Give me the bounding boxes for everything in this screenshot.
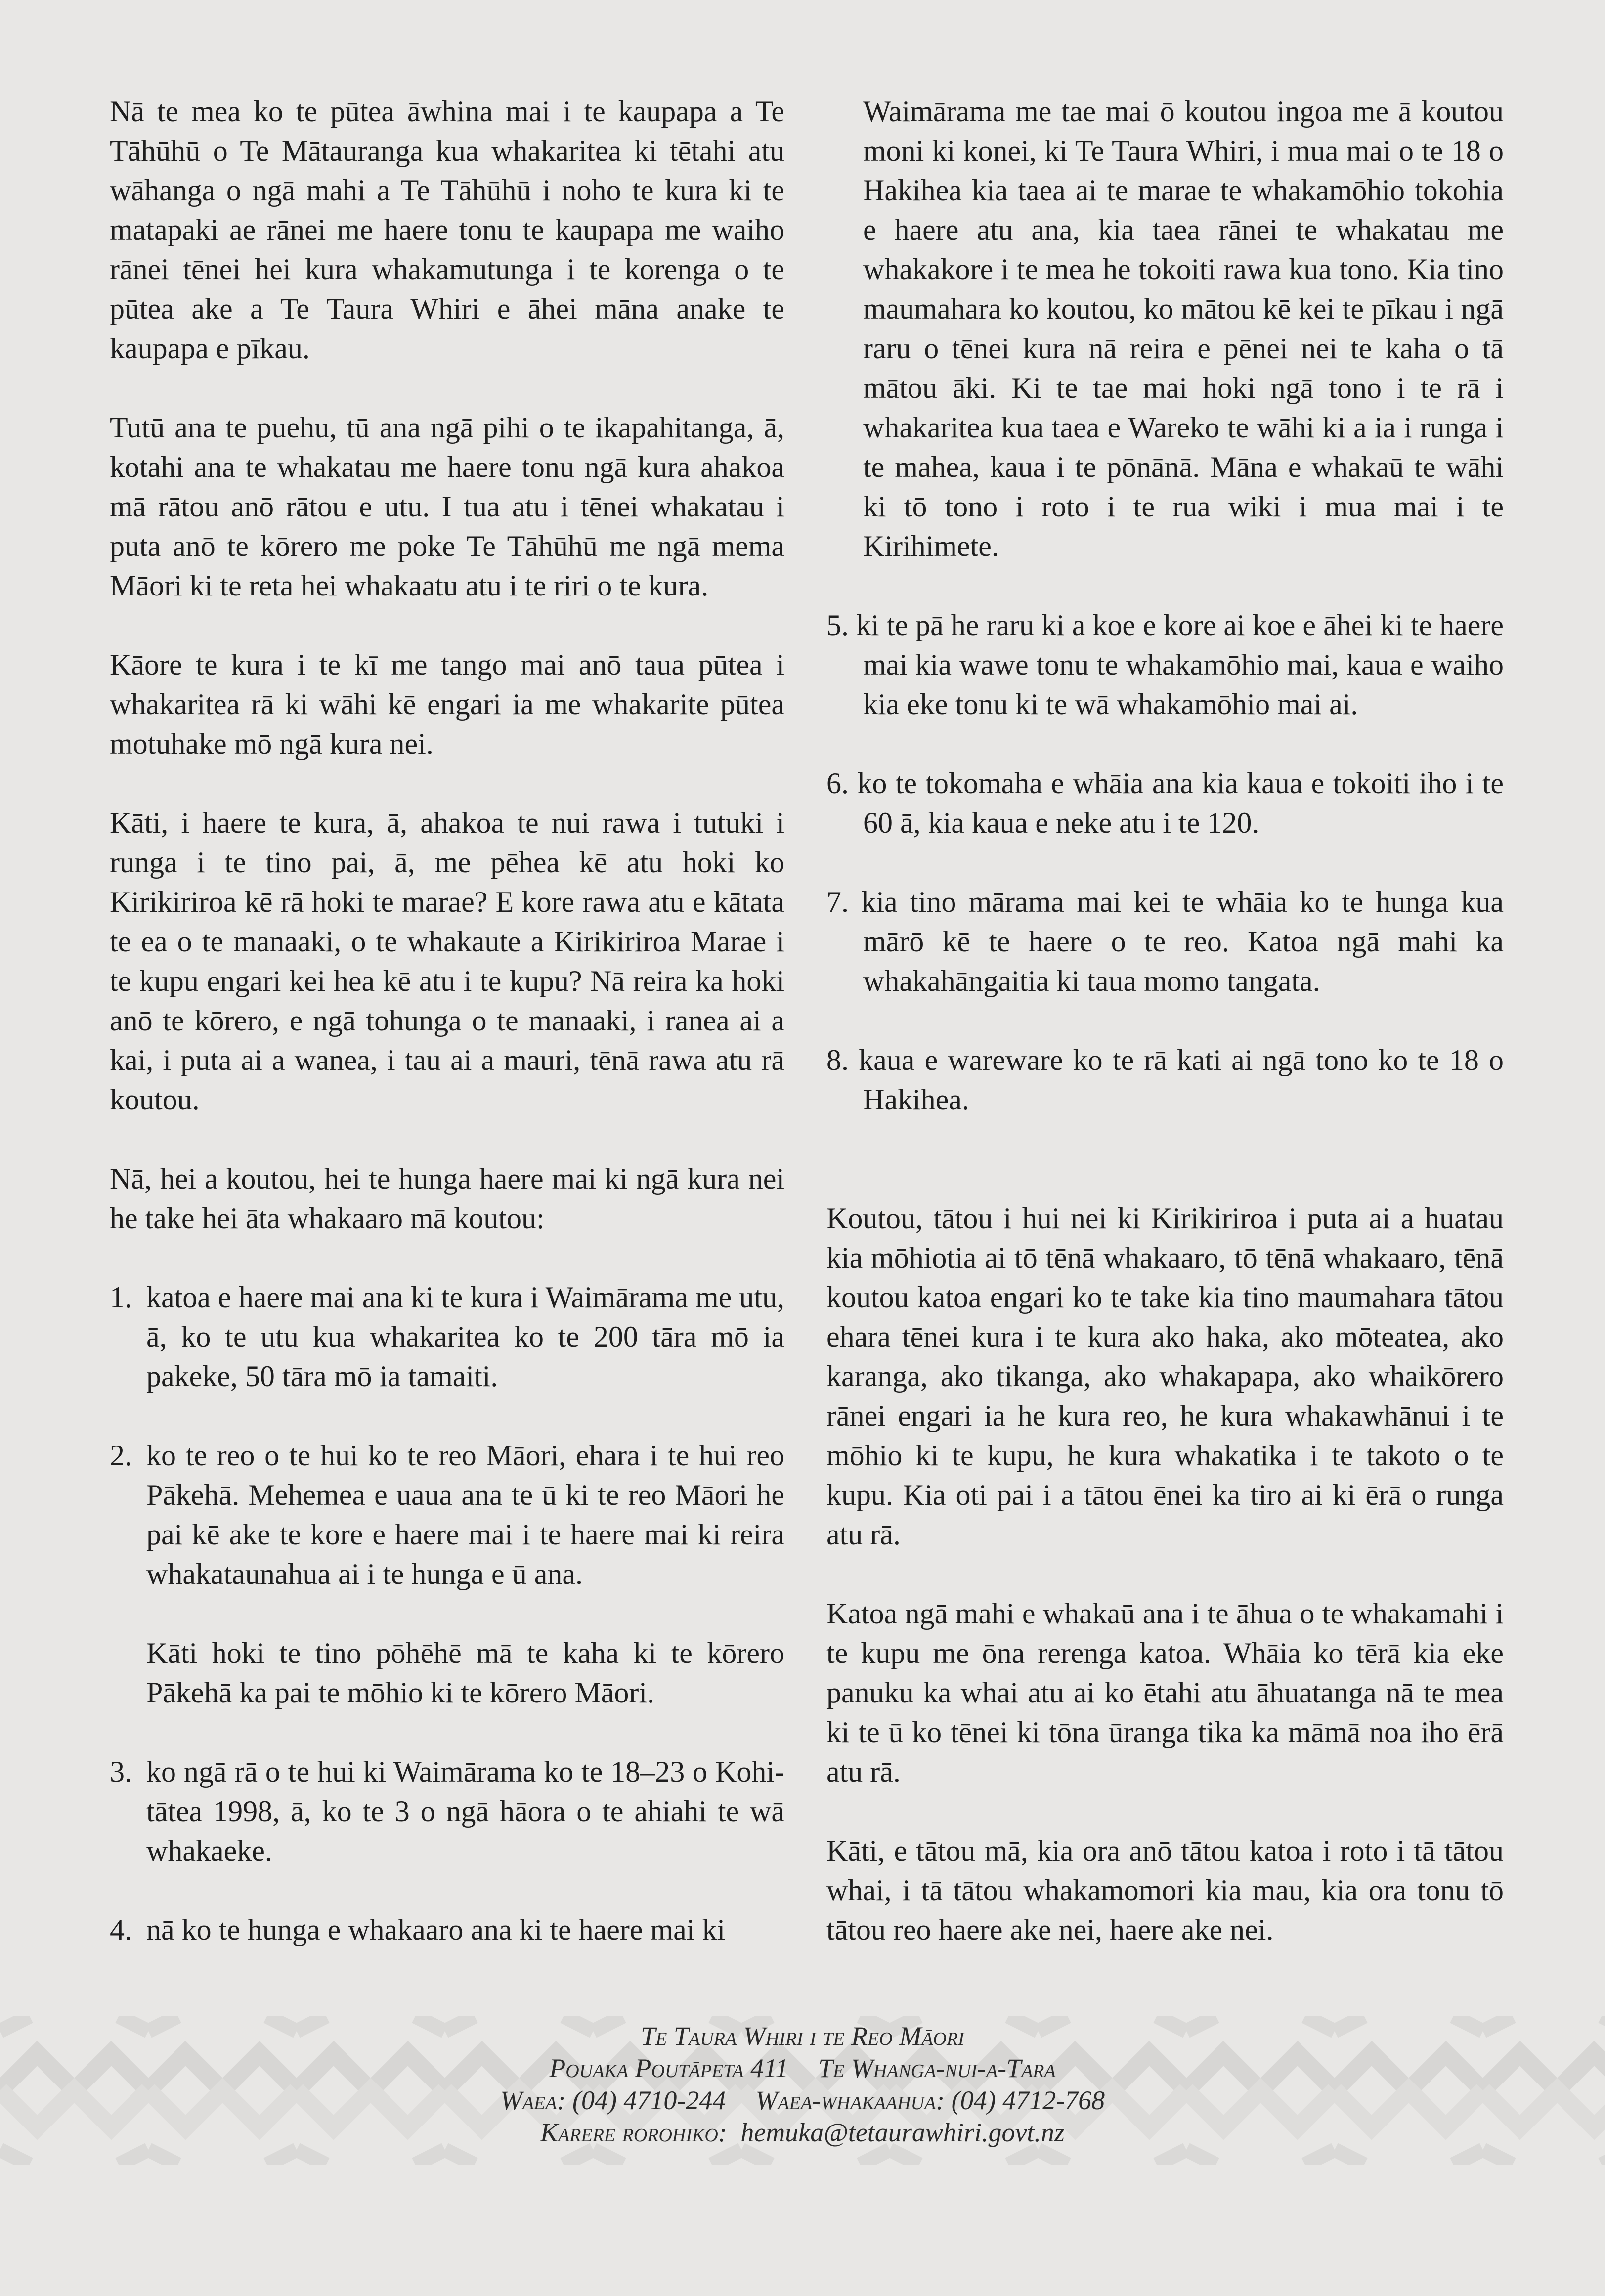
- list-item-4: [110, 1910, 784, 1950]
- list-item-text: ko te reo o te hui ko te reo Māori, ehara i te hui reo Pākehā. Mehemea e uaua ana te ū ki te reo Māori he pai kē ake te kore e haere mai i te haere mai ki reira whakataunahua ai i te hunga e ū ana.: [146, 1439, 784, 1590]
- left-paragraph-4: Kāti, i haere te kura, ā, ahakoa te nui rawa i tutuki i runga i te tino pai, ā, me pēhea kē atu hoki ko Kirikiriroa kē rā hoki te marae? E kore rawa atu e kātata te ea o te manaaki, o te whakaute a Kirikiriroa Marae i te kupu engari kei hea kē atu i te kupu? Nā reira ka hoki anō te kōrero, e ngā tohunga o te manaaki, i ranea ai a kai, i puta ai a wanea, i tau ai a mauri, tēnā rawa atu rā koutou.: [110, 807, 784, 1116]
- left-paragraph-5: Nā, hei a koutou, hei te hunga haere mai ki ngā kura nei he take hei āta whakaaro mā koutou:: [110, 1162, 784, 1234]
- list-item-7: 7. kia tino mārama mai kei te whāia ko te hunga kua mārō kē te haere o te reo. Katoa ngā mahi ka whakahāngaitia ki taua momo tangata.: [826, 886, 1504, 997]
- list-item-subtext: Kāti hoki te tino pōhēhē mā te kaha ki te kōrero Pākehā ka pai te mōhio ki te kōrero Māori.: [146, 1637, 784, 1709]
- left-paragraph-3: Kāore te kura i te kī me tango mai anō taua pūtea i whakaritea rā ki wāhi kē engari ia me whakarite pūtea motuhake mō ngā kura nei.: [110, 648, 784, 760]
- email-address[interactable]: hemuka@tetaurawhiri.govt.nz: [740, 2118, 1065, 2147]
- city-name: Te Whanga-nui-a-Tara: [818, 2053, 1056, 2083]
- right-paragraph-3: Kāti, e tātou mā, kia ora anō tātou katoa i roto i tā tātou whai, i tā tātou whakamomori kia mau, kia ora tonu tō tātou reo haere ake nei, haere ake nei.: [826, 1834, 1504, 1946]
- list-number: 1.: [110, 1281, 132, 1314]
- list-number: 3.: [110, 1755, 132, 1788]
- email-label: Karere rorohiko:: [540, 2118, 727, 2147]
- email-line: [0, 2117, 1605, 2149]
- right-column: [826, 91, 1504, 1989]
- list-item-text: katoa e haere mai ana ki te kura i Waimārama me utu, ā, ko te utu kua whakaritea ko te 200 tāra mō ia pakeke, 50 tāra mō ia tamaiti.: [146, 1281, 784, 1393]
- list-item-text: nā ko te hunga e whakaaro ana ki te haere mai ki: [146, 1913, 726, 1946]
- right-paragraph-2: Katoa ngā mahi e whakaū ana i te āhua o te whakamahi i te kupu me ōna rerenga katoa. Whāia ko tērā kia eke panuku ka whai atu ai ko ētahi atu āhuatanga nā te mea ki te ū ko tēnei ki tōna ūranga tika ka māmā noa iho ērā atu rā.: [826, 1597, 1504, 1788]
- left-paragraph-1: Nā te mea ko te pūtea āwhina mai i te kaupapa a Te Tāhūhū o Te Mātauranga kua whakaritea ki tētahi atu wāhanga o ngā mahi a Te Tāhūhū i noho te kura ki te matapaki ae rānei me haere tonu te kaupapa me waiho rānei tēnei hei kura whakamutunga i te korenga o te pūtea ake a Te Taura Whiri e āhei māna anake te kaupapa e pīkau.: [110, 95, 784, 365]
- list-item-8: 8. kaua e wareware ko te rā kati ai ngā tono ko te 18 o Hakihea.: [826, 1044, 1504, 1116]
- list-item-3: [110, 1752, 784, 1871]
- list-item-1: [110, 1277, 784, 1396]
- left-paragraph-2: Tutū ana te puehu, tū ana ngā pihi o te ikapahitanga, ā, kotahi ana te whakatau me haere tonu ngā kura ahakoa mā rātou anō rātou e utu. I tua atu i tēnei whakatau i puta anō te kōrero me poke Te Tāhūhū me ngā mema Māori ki te reta hei whakaatu atu i te riri o te kura.: [110, 411, 784, 602]
- phone-line: [0, 2084, 1605, 2117]
- fax-number: Waea-whakaahua: (04) 4712-768: [755, 2085, 1105, 2115]
- postal-address: [0, 2052, 1605, 2084]
- po-box: Pouaka Poutāpeta 411: [549, 2053, 789, 2083]
- left-column: [110, 91, 784, 1989]
- contact-footer: [0, 2020, 1605, 2149]
- right-paragraph-1: Koutou, tātou i hui nei ki Kirikiriroa i puta ai a huatau kia mōhiotia ai tō tēnā whakaaro, tō tēnā whakaaro, tēnā koutou katoa engari ko te take kia tino maumahara tātou ehara tēnei kura i te kura ako haka, ako mōteatea, ako karanga, ako tikanga, ako whakapapa, ako whaikōrero rānei engari ia he kura reo, he kura whakawhānui i te mōhio ki te kupu, he kura whakatika i te takoto o te kupu. Kia oti pai i a tātou ēnei ka tiro ai ki ērā o runga atu rā.: [826, 1202, 1504, 1551]
- list-item-text: ko ngā rā o te hui ki Waimārama ko te 18–23 o Kohi-tātea 1998, ā, ko te 3 o ngā hāora o te ahiahi te wā whakaeke.: [146, 1755, 784, 1867]
- list-item-6: 6. ko te tokomaha e whāia ana kia kaua e tokoiti iho i te 60 ā, kia kaua e neke atu i te 120.: [826, 767, 1504, 839]
- phone-number: Waea: (04) 4710-244: [500, 2085, 726, 2115]
- organisation-name: Te Taura Whiri i te Reo Māori: [641, 2021, 964, 2051]
- list-item-5: 5. ki te pā he raru ki a koe e kore ai koe e āhei ki te haere mai kia wawe tonu te whakamōhio mai, kaua e waiho kia eke tonu ki te wā whakamōhio mai ai.: [826, 609, 1504, 721]
- list-item-2: [110, 1436, 784, 1712]
- list-item-4-continued: Waimārama me tae mai ō koutou ingoa me ā koutou moni ki konei, ki Te Taura Whiri, i mua mai o te 18 o Hakihea kia taea ai te marae te whakamōhio tokohia e haere atu ana, kia taea rānei te whakatau me whakakore i te mea he tokoiti rawa kua tono. Kia tino maumahara ko koutou, ko mātou kē kei te pīkau i ngā raru o tēnei kura nā reira e pēnei nei te kaha o tā mātou āki. Ki te tae mai hoki ngā tono i te rā i whakaritea kua taea e Wareko te wāhi ki a ia i runga i te mahea, kaua i te pōnānā. Māna e whakaū te wāhi ki tō tono i roto i te rua wiki i mua mai i te Kirihimete.: [863, 95, 1504, 562]
- list-number: 2.: [110, 1439, 132, 1472]
- list-number: 4.: [110, 1913, 132, 1946]
